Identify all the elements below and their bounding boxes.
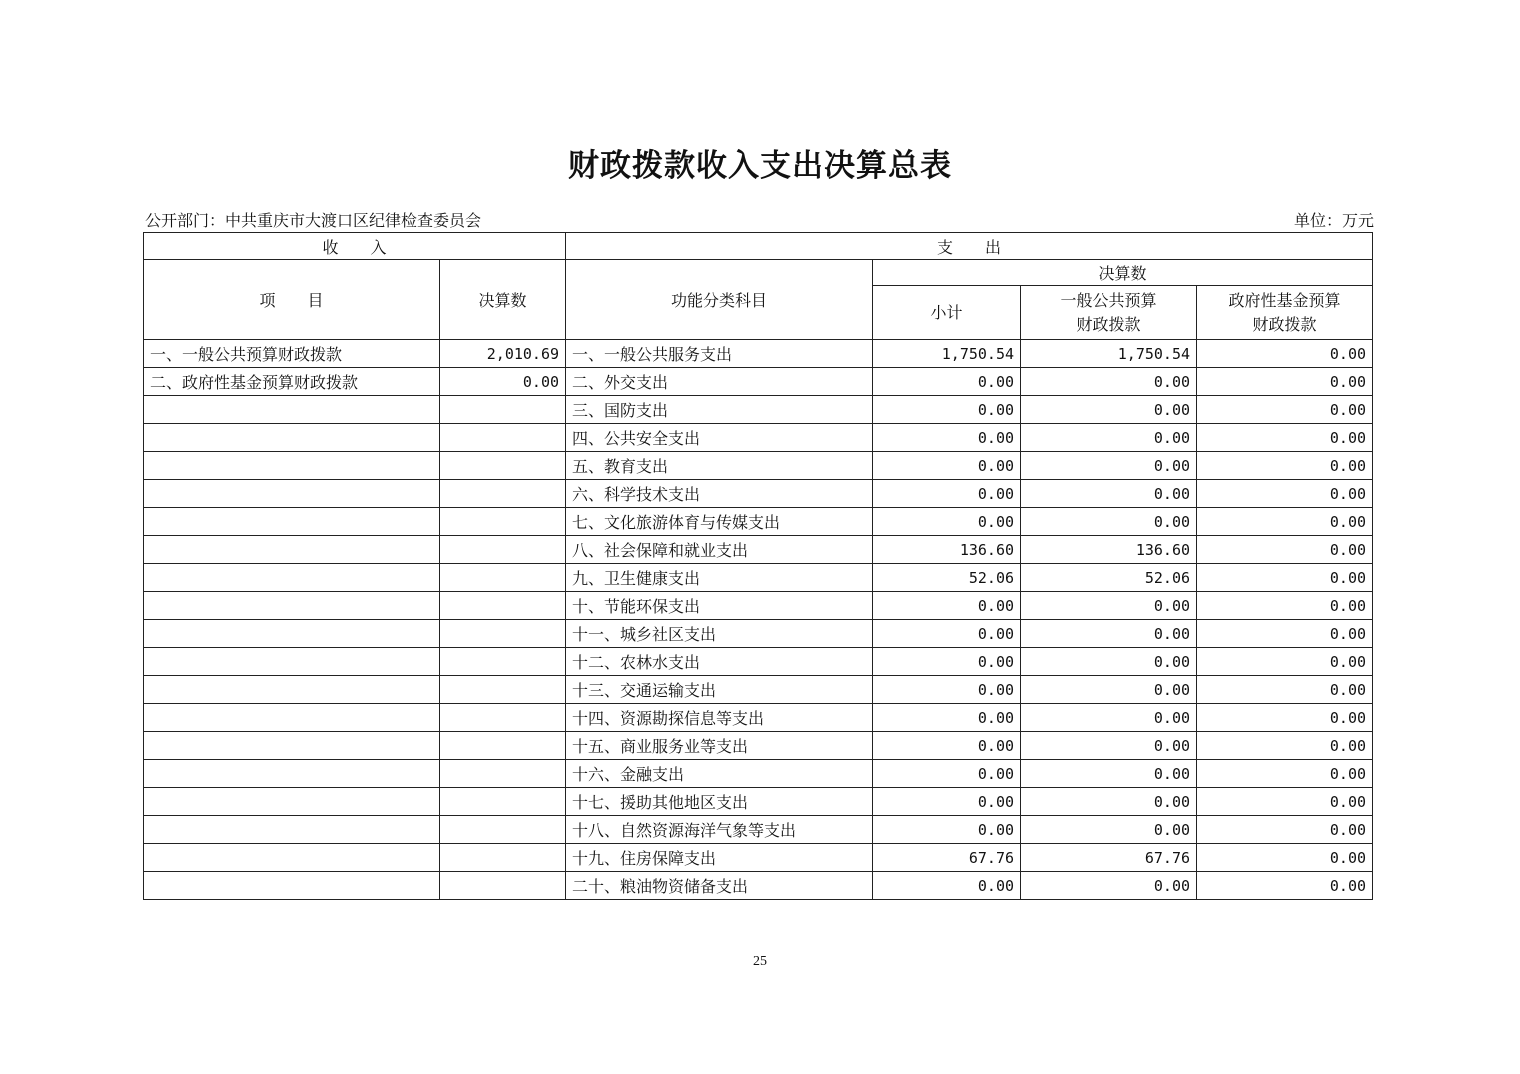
- gov-fund-cell: 0.00: [1197, 676, 1373, 704]
- general-budget-cell: 52.06: [1021, 564, 1197, 592]
- general-budget-cell: 0.00: [1021, 424, 1197, 452]
- table-row: [144, 816, 1373, 844]
- function-category-cell: 五、教育支出: [566, 452, 873, 480]
- subtotal-cell: 1,750.54: [873, 340, 1021, 368]
- income-amount-cell: [440, 424, 566, 452]
- general-budget-cell: 0.00: [1021, 452, 1197, 480]
- subtotal-cell: 0.00: [873, 760, 1021, 788]
- income-amount-cell: 0.00: [440, 368, 566, 396]
- table-row: [144, 592, 1373, 620]
- table-row: [144, 340, 1373, 368]
- subtotal-cell: 67.76: [873, 844, 1021, 872]
- function-category-cell: 二、外交支出: [566, 368, 873, 396]
- income-amount-cell: [440, 676, 566, 704]
- income-item-cell: [144, 620, 440, 648]
- function-category-cell: 八、社会保障和就业支出: [566, 536, 873, 564]
- department-label: 公开部门：中共重庆市大渡口区纪律检查委员会: [145, 211, 482, 230]
- general-budget-cell: 0.00: [1021, 788, 1197, 816]
- income-amount-cell: 2,010.69: [440, 340, 566, 368]
- income-item-cell: [144, 424, 440, 452]
- income-amount-cell: [440, 844, 566, 872]
- income-amount-cell: [440, 788, 566, 816]
- income-item-cell: [144, 564, 440, 592]
- general-budget-cell: 0.00: [1021, 704, 1197, 732]
- subtotal-cell: 0.00: [873, 648, 1021, 676]
- subtotal-cell: 0.00: [873, 620, 1021, 648]
- income-amount-cell: [440, 536, 566, 564]
- subtotal-cell: 0.00: [873, 704, 1021, 732]
- general-budget-cell: 0.00: [1021, 508, 1197, 536]
- table-row: [144, 676, 1373, 704]
- income-item-cell: 一、一般公共预算财政拨款: [144, 340, 440, 368]
- income-header: 收 入: [144, 233, 566, 260]
- table-row: [144, 732, 1373, 760]
- income-amount-cell: [440, 760, 566, 788]
- subtotal-cell: 0.00: [873, 508, 1021, 536]
- function-category-cell: 二十、粮油物资储备支出: [566, 872, 873, 900]
- subtotal-cell: 0.00: [873, 368, 1021, 396]
- header-row-sub: [144, 260, 1373, 286]
- income-item-cell: [144, 396, 440, 424]
- table-row: [144, 424, 1373, 452]
- unit-label: 单位：万元: [1293, 211, 1374, 230]
- gov-fund-cell: 0.00: [1197, 732, 1373, 760]
- gov-fund-cell: 0.00: [1197, 564, 1373, 592]
- table-body: [144, 340, 1373, 900]
- general-budget-header-line2: 财政拨款: [1076, 314, 1141, 334]
- table-row: [144, 648, 1373, 676]
- income-settlement-header: 决算数: [440, 260, 566, 340]
- income-amount-cell: [440, 872, 566, 900]
- general-budget-cell: 0.00: [1021, 760, 1197, 788]
- income-amount-cell: [440, 480, 566, 508]
- gov-fund-cell: 0.00: [1197, 872, 1373, 900]
- general-budget-header-line1: 一般公共预算: [1060, 290, 1157, 310]
- gov-fund-cell: 0.00: [1197, 508, 1373, 536]
- subtotal-cell: 0.00: [873, 424, 1021, 452]
- gov-fund-cell: 0.00: [1197, 704, 1373, 732]
- table-row: [144, 564, 1373, 592]
- gov-fund-cell: 0.00: [1197, 816, 1373, 844]
- subtotal-header: 小计: [873, 286, 1021, 340]
- income-item-cell: [144, 452, 440, 480]
- gov-fund-header-line1: 政府性基金预算: [1228, 290, 1341, 310]
- table-row: [144, 760, 1373, 788]
- income-amount-cell: [440, 508, 566, 536]
- general-budget-cell: 1,750.54: [1021, 340, 1197, 368]
- function-category-cell: 十、节能环保支出: [566, 592, 873, 620]
- general-budget-cell: 0.00: [1021, 396, 1197, 424]
- general-budget-cell: 0.00: [1021, 872, 1197, 900]
- income-amount-cell: [440, 564, 566, 592]
- gov-fund-cell: 0.00: [1197, 788, 1373, 816]
- table-row: [144, 452, 1373, 480]
- income-item-cell: 二、政府性基金预算财政拨款: [144, 368, 440, 396]
- income-item-cell: [144, 760, 440, 788]
- general-budget-cell: 0.00: [1021, 676, 1197, 704]
- income-amount-cell: [440, 648, 566, 676]
- function-category-cell: 十三、交通运输支出: [566, 676, 873, 704]
- subtotal-cell: 0.00: [873, 480, 1021, 508]
- income-amount-cell: [440, 592, 566, 620]
- expense-header: 支 出: [566, 233, 1373, 260]
- item-header: 项 目: [144, 260, 440, 340]
- subtotal-cell: 0.00: [873, 872, 1021, 900]
- income-item-cell: [144, 648, 440, 676]
- income-amount-cell: [440, 732, 566, 760]
- income-item-cell: [144, 704, 440, 732]
- function-category-header: 功能分类科目: [566, 260, 873, 340]
- general-budget-cell: 0.00: [1021, 816, 1197, 844]
- function-category-cell: 十二、农林水支出: [566, 648, 873, 676]
- general-budget-cell: 0.00: [1021, 480, 1197, 508]
- income-amount-cell: [440, 452, 566, 480]
- page-number: 25: [753, 954, 767, 969]
- general-budget-cell: 0.00: [1021, 368, 1197, 396]
- general-budget-cell: 67.76: [1021, 844, 1197, 872]
- gov-fund-header: [1197, 286, 1373, 340]
- function-category-cell: 十九、住房保障支出: [566, 844, 873, 872]
- gov-fund-header-line2: 财政拨款: [1252, 314, 1317, 334]
- general-budget-cell: 0.00: [1021, 732, 1197, 760]
- general-budget-header: [1021, 286, 1197, 340]
- function-category-cell: 十五、商业服务业等支出: [566, 732, 873, 760]
- gov-fund-cell: 0.00: [1197, 592, 1373, 620]
- function-category-cell: 一、一般公共服务支出: [566, 340, 873, 368]
- function-category-cell: 十八、自然资源海洋气象等支出: [566, 816, 873, 844]
- income-item-cell: [144, 816, 440, 844]
- income-amount-cell: [440, 396, 566, 424]
- table-row: [144, 788, 1373, 816]
- table-row: [144, 536, 1373, 564]
- function-category-cell: 十四、资源勘探信息等支出: [566, 704, 873, 732]
- income-item-cell: [144, 732, 440, 760]
- function-category-cell: 十一、城乡社区支出: [566, 620, 873, 648]
- income-item-cell: [144, 508, 440, 536]
- table-row: [144, 844, 1373, 872]
- gov-fund-cell: 0.00: [1197, 844, 1373, 872]
- function-category-cell: 四、公共安全支出: [566, 424, 873, 452]
- gov-fund-cell: 0.00: [1197, 452, 1373, 480]
- subtotal-cell: 52.06: [873, 564, 1021, 592]
- table-row: [144, 620, 1373, 648]
- budget-summary-table: [143, 232, 1373, 900]
- function-category-cell: 三、国防支出: [566, 396, 873, 424]
- subtotal-cell: 0.00: [873, 452, 1021, 480]
- table-row: [144, 396, 1373, 424]
- function-category-cell: 十六、金融支出: [566, 760, 873, 788]
- income-amount-cell: [440, 704, 566, 732]
- income-item-cell: [144, 788, 440, 816]
- function-category-cell: 七、文化旅游体育与传媒支出: [566, 508, 873, 536]
- subtotal-cell: 0.00: [873, 788, 1021, 816]
- gov-fund-cell: 0.00: [1197, 424, 1373, 452]
- gov-fund-cell: 0.00: [1197, 648, 1373, 676]
- settlement-group-header: 决算数: [873, 260, 1373, 286]
- gov-fund-cell: 0.00: [1197, 368, 1373, 396]
- gov-fund-cell: 0.00: [1197, 396, 1373, 424]
- header-row-main: [144, 233, 1373, 260]
- income-item-cell: [144, 872, 440, 900]
- page-title: 财政拨款收入支出决算总表: [568, 148, 952, 184]
- gov-fund-cell: 0.00: [1197, 480, 1373, 508]
- table-row: [144, 368, 1373, 396]
- gov-fund-cell: 0.00: [1197, 340, 1373, 368]
- table-row: [144, 480, 1373, 508]
- subtotal-cell: 0.00: [873, 732, 1021, 760]
- gov-fund-cell: 0.00: [1197, 620, 1373, 648]
- income-amount-cell: [440, 816, 566, 844]
- subtotal-cell: 0.00: [873, 676, 1021, 704]
- income-item-cell: [144, 676, 440, 704]
- function-category-cell: 九、卫生健康支出: [566, 564, 873, 592]
- table-row: [144, 704, 1373, 732]
- subtotal-cell: 0.00: [873, 396, 1021, 424]
- subtotal-cell: 0.00: [873, 816, 1021, 844]
- income-item-cell: [144, 592, 440, 620]
- general-budget-cell: 136.60: [1021, 536, 1197, 564]
- income-item-cell: [144, 480, 440, 508]
- gov-fund-cell: 0.00: [1197, 760, 1373, 788]
- income-amount-cell: [440, 620, 566, 648]
- function-category-cell: 十七、援助其他地区支出: [566, 788, 873, 816]
- gov-fund-cell: 0.00: [1197, 536, 1373, 564]
- function-category-cell: 六、科学技术支出: [566, 480, 873, 508]
- table-row: [144, 508, 1373, 536]
- subtotal-cell: 0.00: [873, 592, 1021, 620]
- general-budget-cell: 0.00: [1021, 592, 1197, 620]
- table-row: [144, 872, 1373, 900]
- income-item-cell: [144, 844, 440, 872]
- subtotal-cell: 136.60: [873, 536, 1021, 564]
- income-item-cell: [144, 536, 440, 564]
- general-budget-cell: 0.00: [1021, 620, 1197, 648]
- general-budget-cell: 0.00: [1021, 648, 1197, 676]
